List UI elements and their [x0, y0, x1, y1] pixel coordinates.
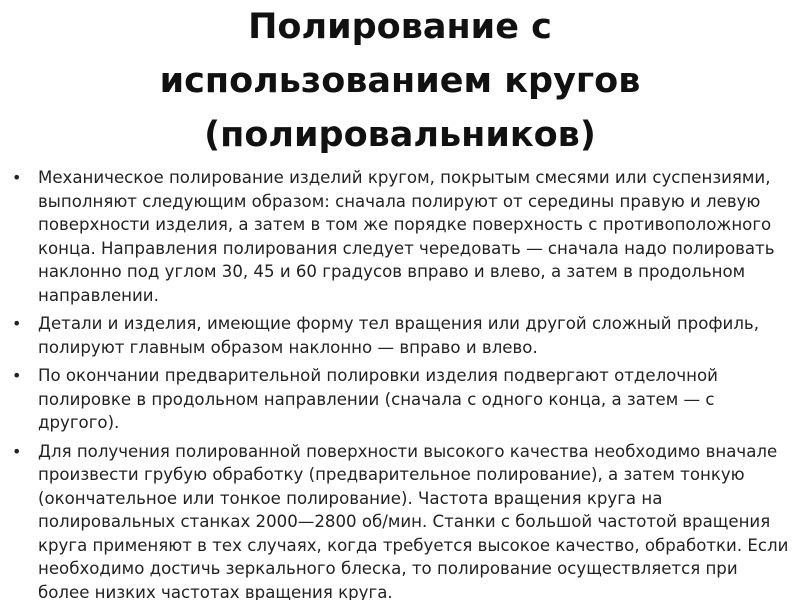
bullet-dot-icon: • — [12, 366, 22, 385]
bullet-list — [12, 166, 792, 600]
bullet-dot-icon: • — [12, 168, 22, 187]
bullet-dot-icon: • — [12, 314, 22, 333]
title-line: использованием кругов — [159, 61, 641, 101]
bullet-text: Для получения полированной поверхности высокого качества необходимо вначале произвести грубую обработку (предварительное полирование), а затем тонкую (окончательное или тонкое полирование). Частота вращения круга на полировальных станках 2000—2800 об/мин. Станки с большой частотой вращения круга применяют в тех случаях, когда требуется высокое качество, обработки. Если необходимо достичь зеркального блеска, то полирование осуществляется при более низких частотах вращения круга. — [38, 441, 789, 600]
bullet-dot-icon: • — [12, 441, 22, 461]
bullet-text: Механическое полирование изделий кругом, покрытым смесями или суспензиями, выполняют следующим образом: сначала полируют от середины правую и левую поверхности изделия, а затем в том же порядке поверхность с противоположного конца. Направления полирования следует чередовать — сначала надо полировать наклонно под углом 30, 45 и 60 градусов вправо и влево, а затем в продольном направлении. — [38, 168, 775, 305]
bullet-item — [12, 312, 792, 359]
bullet-text: По окончании предварительной полировки изделия подвергают отделочной полировке в продольном направлении (сначала с одного конца, а затем — с другого). — [38, 366, 718, 432]
bullet-item — [12, 166, 792, 307]
bullet-text: Детали и изделия, имеющие форму тел вращения или другой сложный профиль, полируют главным образом наклонно — вправо и влево. — [38, 314, 759, 357]
title-line: (полировальников) — [204, 115, 596, 155]
title-line: Полирование с — [248, 7, 552, 47]
bullet-item — [12, 364, 792, 435]
bullet-item — [12, 440, 792, 600]
slide-title — [40, 0, 760, 162]
